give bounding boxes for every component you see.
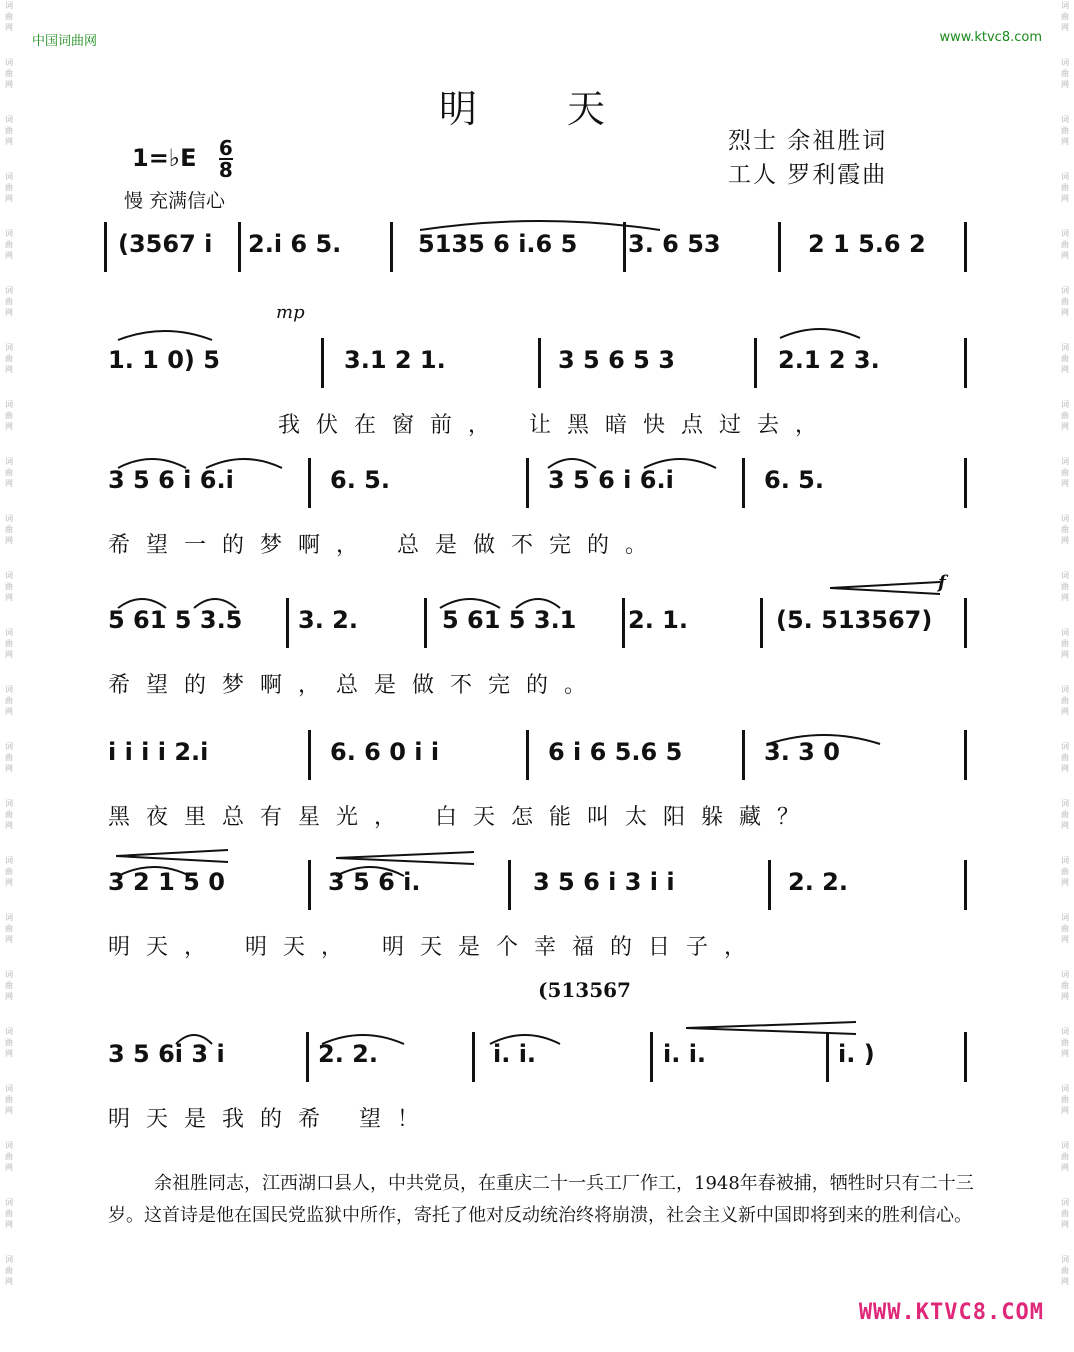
side-mark: 词 曲 网 bbox=[5, 1198, 13, 1229]
hairpin bbox=[116, 850, 228, 862]
side-mark: 词 曲 网 bbox=[1061, 58, 1069, 89]
slur bbox=[548, 459, 596, 468]
slur bbox=[118, 867, 190, 876]
side-mark: 词 曲 网 bbox=[1061, 571, 1069, 602]
lyricist: 烈士 余祖胜词 bbox=[728, 128, 888, 154]
measure: 3.1 2 1. bbox=[344, 346, 446, 374]
slur bbox=[780, 329, 860, 338]
lyric-line: 明天是我的希 望！ bbox=[108, 1107, 435, 1132]
side-mark: 词 曲 网 bbox=[1061, 1084, 1069, 1115]
measure: 3 5 6 i. bbox=[328, 868, 421, 896]
slur bbox=[176, 1035, 212, 1044]
measure: 6. 5. bbox=[330, 466, 390, 494]
side-mark: 词 曲 网 bbox=[5, 229, 13, 260]
slur bbox=[118, 459, 186, 468]
side-mark: 词 曲 网 bbox=[5, 457, 13, 488]
lyric-line: 希望一的梦啊， 总是做不完的。 bbox=[108, 533, 663, 558]
site-name[interactable]: 中国词曲网 bbox=[32, 34, 98, 49]
measure: 2. 1. bbox=[628, 606, 688, 634]
side-mark: 词 曲 网 bbox=[5, 286, 13, 317]
side-mark: 词 曲 网 bbox=[1061, 685, 1069, 716]
measure: 6. 6 0 i i bbox=[330, 738, 440, 766]
side-mark: 词 曲 网 bbox=[5, 913, 13, 944]
side-mark: 词 曲 网 bbox=[5, 799, 13, 830]
side-mark: 词 曲 网 bbox=[5, 172, 13, 203]
measure: 2. 2. bbox=[788, 868, 848, 896]
measure: 2.i 6 5. bbox=[248, 230, 342, 258]
side-mark: 词 曲 网 bbox=[1061, 799, 1069, 830]
measure: 5135 6 i.6 5 bbox=[418, 230, 578, 258]
measure: 5 61 5 3.1 bbox=[442, 606, 577, 634]
slur bbox=[768, 735, 880, 744]
song-title: 明天 bbox=[438, 87, 695, 131]
side-mark: 词 曲 网 bbox=[1061, 400, 1069, 431]
slur bbox=[194, 599, 236, 608]
side-mark: 词 曲 网 bbox=[5, 571, 13, 602]
side-mark: 词 曲 网 bbox=[1061, 1255, 1069, 1286]
slur bbox=[490, 1035, 560, 1044]
side-mark: 词 曲 网 bbox=[1061, 1027, 1069, 1058]
side-mark: 词 曲 网 bbox=[5, 628, 13, 659]
footer-watermark: WWW.KTVC8.COM bbox=[858, 1300, 1044, 1325]
measure: (3567 i bbox=[118, 230, 213, 258]
measure: 3 5 6 5 3 bbox=[558, 346, 675, 374]
hairpin bbox=[336, 852, 474, 864]
measure: 2.1 2 3. bbox=[778, 346, 880, 374]
side-mark: 词 曲 网 bbox=[1061, 1141, 1069, 1172]
measure: 3 5 6i 3 i bbox=[108, 1040, 225, 1068]
side-mark: 词 曲 网 bbox=[1061, 343, 1069, 374]
side-mark: 词 曲 网 bbox=[5, 970, 13, 1001]
measure: 3 5 6 i 6.i bbox=[548, 466, 674, 494]
dynamic-mark: mp bbox=[276, 302, 305, 323]
measure: 3. 6 53 bbox=[628, 230, 721, 258]
measure: 1. 1 0) 5 bbox=[108, 346, 220, 374]
site-url[interactable]: www.ktvc8.com bbox=[939, 30, 1042, 45]
side-mark: 词 曲 网 bbox=[1061, 457, 1069, 488]
tempo-marking: 慢 充满信心 bbox=[124, 190, 226, 212]
time-bottom: 8 bbox=[218, 158, 233, 182]
slur bbox=[440, 599, 500, 608]
side-mark: 词 曲 网 bbox=[5, 685, 13, 716]
side-mark: 词 曲 网 bbox=[5, 1141, 13, 1172]
hairpin bbox=[830, 582, 940, 594]
slur bbox=[118, 599, 166, 608]
side-mark: 词 曲 网 bbox=[5, 1, 13, 32]
ending-notes: (513567 bbox=[538, 978, 631, 1002]
measure: 3. 2. bbox=[298, 606, 358, 634]
side-mark: 词 曲 网 bbox=[1061, 172, 1069, 203]
slur bbox=[322, 1035, 404, 1044]
side-mark: 词 曲 网 bbox=[5, 343, 13, 374]
measure: (5. 513567) bbox=[776, 606, 933, 634]
slur bbox=[206, 459, 282, 468]
measure: i. i. bbox=[493, 1040, 537, 1068]
lyric-line: 明天， 明天， 明天是个幸福的日子， bbox=[108, 935, 762, 960]
slur bbox=[336, 867, 404, 876]
side-mark: 词 曲 网 bbox=[1061, 514, 1069, 545]
measure: 2 1 5.6 2 bbox=[808, 230, 926, 258]
side-mark: 词 曲 网 bbox=[5, 1027, 13, 1058]
side-mark: 词 曲 网 bbox=[5, 742, 13, 773]
measure: 3 5 6 i 6.i bbox=[108, 466, 234, 494]
measure: 3 5 6 i 3 i i bbox=[533, 868, 675, 896]
composer: 工人 罗利霞曲 bbox=[728, 162, 888, 188]
side-mark: 词 曲 网 bbox=[1061, 856, 1069, 887]
side-mark: 词 曲 网 bbox=[1061, 1, 1069, 32]
side-mark: 词 曲 网 bbox=[1061, 970, 1069, 1001]
measure: i. i. bbox=[663, 1040, 707, 1068]
side-mark: 词 曲 网 bbox=[5, 400, 13, 431]
key-text: 1=♭E bbox=[132, 144, 197, 172]
measure: 3. 3 0 bbox=[764, 738, 840, 766]
side-mark: 词 曲 网 bbox=[1061, 913, 1069, 944]
side-mark: 词 曲 网 bbox=[1061, 628, 1069, 659]
side-mark: 词 曲 网 bbox=[5, 1084, 13, 1115]
dynamic-mark: f bbox=[938, 572, 946, 593]
side-mark: 词 曲 网 bbox=[1061, 742, 1069, 773]
measure: i. ) bbox=[838, 1040, 875, 1068]
side-mark: 词 曲 网 bbox=[5, 514, 13, 545]
side-mark: 词 曲 网 bbox=[5, 115, 13, 146]
side-mark: 词 曲 网 bbox=[1061, 286, 1069, 317]
lyric-line: 我伏在窗前， 让黑暗快点过去， bbox=[278, 413, 833, 438]
side-mark: 词 曲 网 bbox=[5, 58, 13, 89]
hairpin bbox=[686, 1022, 856, 1034]
slur bbox=[118, 331, 212, 340]
side-mark: 词 曲 网 bbox=[1061, 229, 1069, 260]
measure: 5 61 5 3.5 bbox=[108, 606, 243, 634]
slur bbox=[644, 459, 716, 468]
measure: 3 2 1 5 0 bbox=[108, 868, 225, 896]
lyric-line: 黑夜里总有星光， 白天怎能叫太阳躲藏？ bbox=[108, 805, 815, 830]
time-top: 6 bbox=[218, 136, 233, 160]
side-mark: 词 曲 网 bbox=[1061, 1198, 1069, 1229]
measure: i i i i 2.i bbox=[108, 738, 209, 766]
slur bbox=[420, 221, 660, 230]
side-mark: 词 曲 网 bbox=[5, 856, 13, 887]
slur bbox=[516, 599, 560, 608]
side-mark: 词 曲 网 bbox=[5, 1255, 13, 1286]
measure: 6. 5. bbox=[764, 466, 824, 494]
song-note: 余祖胜同志，江西湖口县人，中共党员，在重庆二十一兵工厂作工，1948年春被捕，牺牲时只有二十三岁。这首诗是他在国民党监狱中所作，寄托了他对反动统治终将崩溃，社会主义新中国即将到来的胜利信心。 bbox=[108, 1173, 974, 1226]
measure: 6 i 6 5.6 5 bbox=[548, 738, 683, 766]
measure: 2. 2. bbox=[318, 1040, 378, 1068]
lyric-line: 希望的梦啊，总是做不完的。 bbox=[108, 673, 603, 698]
side-mark: 词 曲 网 bbox=[1061, 115, 1069, 146]
